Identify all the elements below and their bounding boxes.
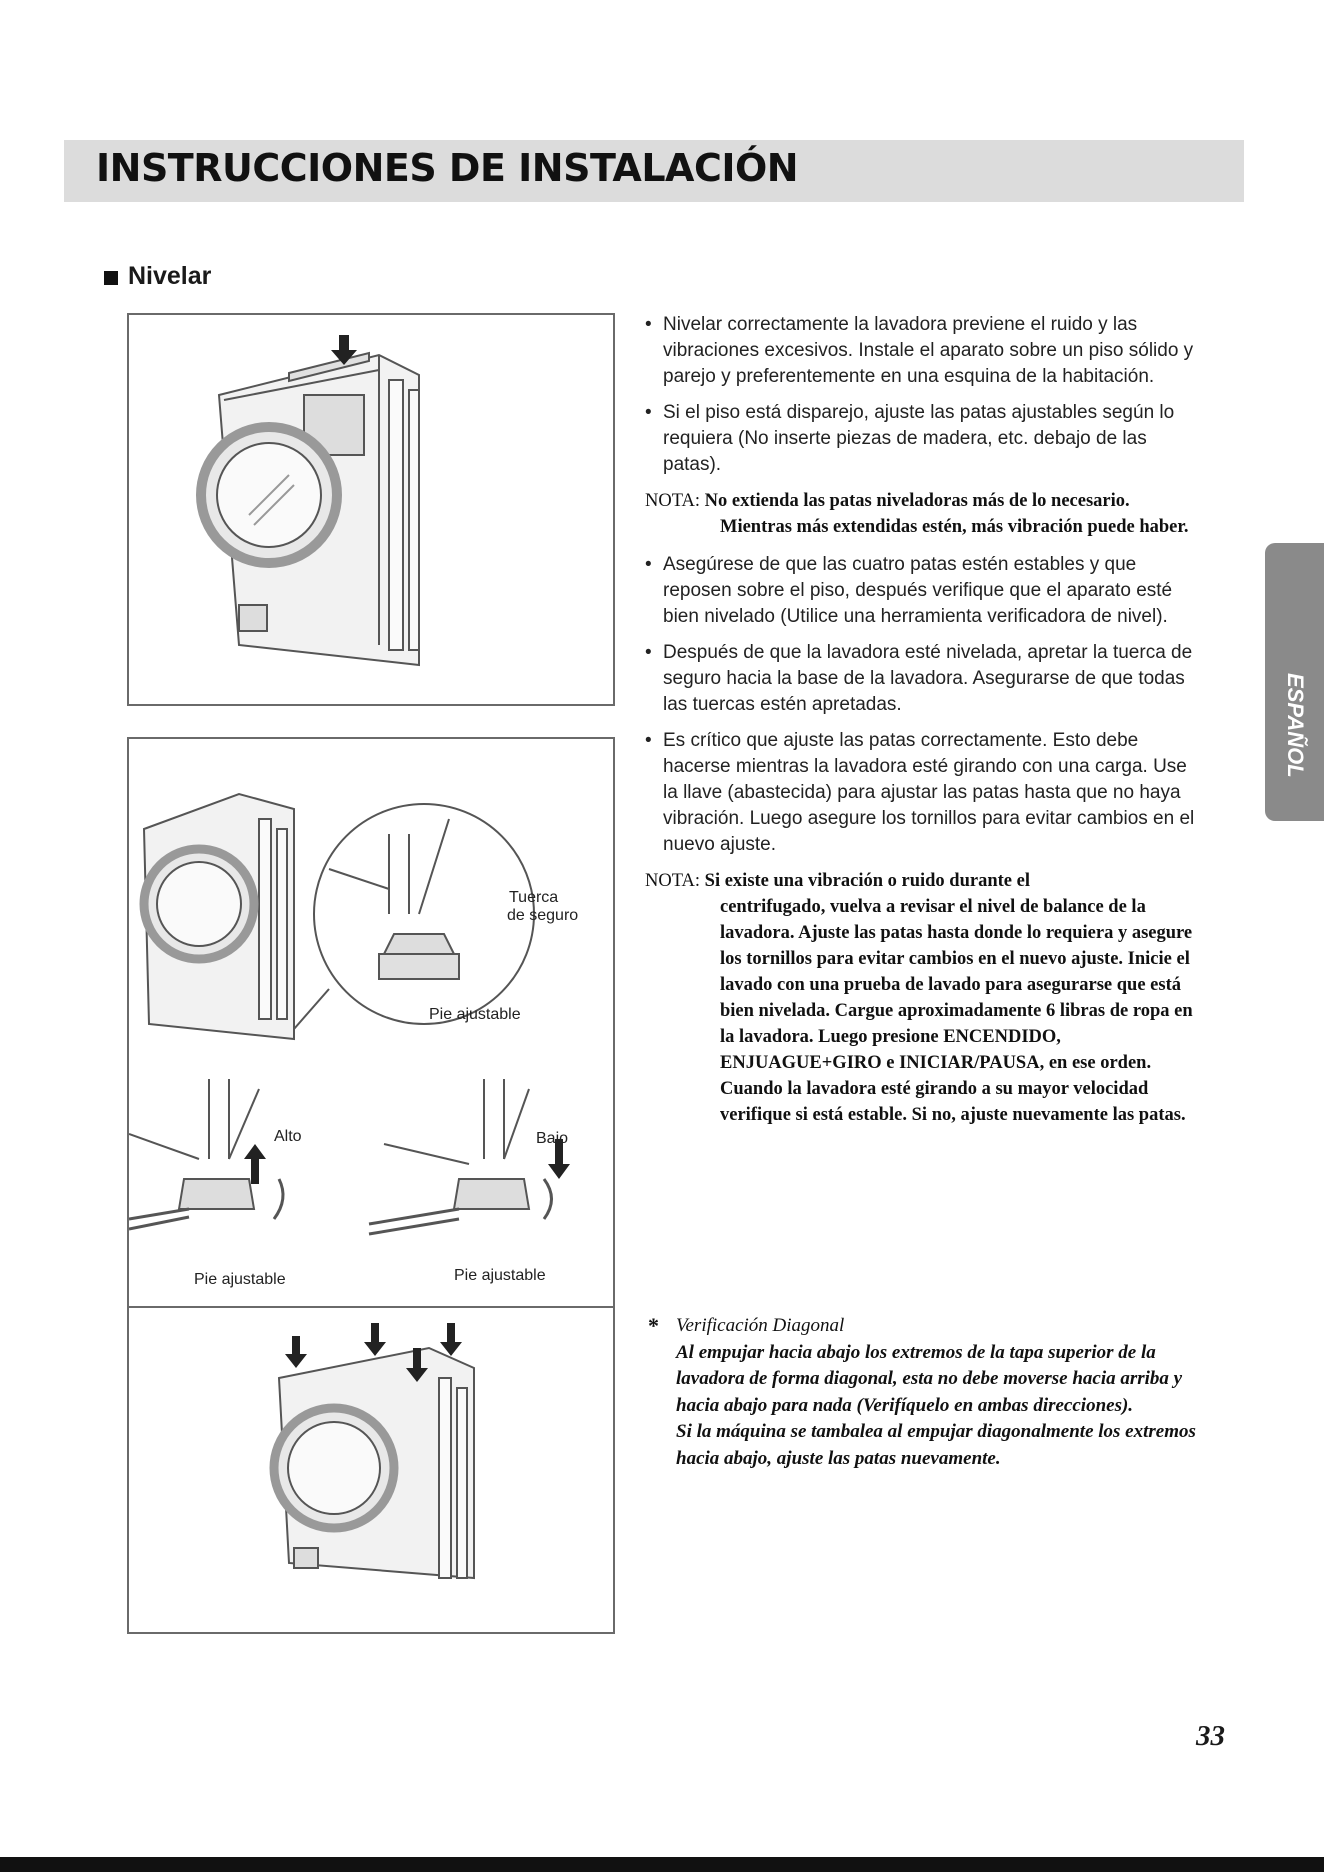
page-number: 33 [1196, 1720, 1225, 1752]
note-label: NOTA: [645, 871, 701, 891]
note-text: No extienda las patas niveladoras más de lo necesario. [704, 491, 1130, 511]
section-title: Nivelar [128, 262, 212, 290]
figure-adjustable-feet [127, 737, 615, 1310]
note-text: centrifugado, vuelva a revisar el nivel de balance de la lavadora. Ajuste las patas hasta donde lo requiera y asegure los tornillos para evitar cambios en el nuevo ajuste. Inicie el lavado con una prueba de lavado para asegurarse que está bien nivelada. Cargue aproximadamente 6 libras de ropa en la lavadora. Luego presione ENCENDIDO, ENJUAGUE+GIRO e INICIAR/PAUSA, en ese orden. Cuando la lavadora esté girando a su mayor velocidad verifique si está estable. Si no, ajuste nuevamente las patas. [720, 897, 1193, 1125]
label-de-seguro: de seguro [507, 907, 579, 924]
language-tab [1265, 543, 1324, 821]
figure-leveling-washer [127, 313, 615, 706]
diagonal-paragraph: Al empujar hacia abajo los extremos de la tapa superior de la lavadora de forma diagonal, esta no debe moverse hacia arriba y hacia abajo para nada (Verifíquelo en ambas direcciones). [676, 1341, 1183, 1416]
label-tuerca: Tuerca [509, 889, 559, 906]
note-label: NOTA: [645, 491, 701, 511]
bullet-paragraph: • Asegúrese de que las cuatro patas estén estables y que reposen sobre el piso, después verifique que el aparato esté bien nivelado (Utilice una herramienta verificadora de nivel). [645, 552, 1195, 630]
bullet-paragraph: • Es crítico que ajuste las patas correctamente. Esto debe hacerse mientras la lavadora esté girando con una carga. Use la llave (abastecida) para ajustar las patas hasta que no haya vibración. Luego asegure los tornillos para evitar cambios en el nuevo ajuste. [645, 728, 1195, 858]
note-text: Mientras más extendidas estén, más vibración puede haber. [720, 517, 1189, 537]
label-alto: Alto [274, 1128, 302, 1145]
page-title: INSTRUCCIONES DE INSTALACIÓN [96, 146, 799, 190]
asterisk-icon: * [648, 1313, 659, 1338]
instructions-column [645, 312, 1195, 1140]
language-tab-label: ESPAÑOL [1283, 673, 1308, 778]
label-bajo: Bajo [536, 1130, 569, 1147]
bullet-paragraph: • Si el piso está disparejo, ajuste las patas ajustables según lo requiera (No inserte piezas de madera, etc. debajo de las patas). [645, 400, 1195, 478]
diagonal-paragraph: Si la máquina se tambalea al empujar diagonalmente los extremos hacia abajo, ajuste las patas nuevamente. [676, 1421, 1196, 1469]
washer-illustration [129, 315, 613, 704]
bottom-rule [0, 1857, 1324, 1872]
diagonal-check-note [648, 1313, 1208, 1472]
section-bullet-icon [104, 271, 118, 285]
label-pie-ajustable-3: Pie ajustable [454, 1267, 546, 1284]
note-text: Si existe una vibración o ruido durante el [704, 871, 1030, 891]
note-2 [645, 868, 1195, 1128]
feet-adjustment-illustration [129, 739, 613, 1308]
label-pie-ajustable-2: Pie ajustable [194, 1271, 286, 1288]
label-pie-ajustable-1: Pie ajustable [429, 1006, 521, 1023]
bullet-paragraph: • Después de que la lavadora esté nivelada, apretar la tuerca de seguro hacia la base de la lavadora. Asegurarse de que todas las tuercas estén apretadas. [645, 640, 1195, 718]
diagonal-title: Verificación Diagonal [676, 1315, 845, 1336]
diagonal-check-illustration [129, 1308, 613, 1632]
figure-diagonal-check [127, 1306, 615, 1634]
down-arrow-icon [440, 1323, 462, 1356]
down-arrow-icon [364, 1323, 386, 1356]
note-1 [645, 488, 1195, 540]
bullet-paragraph: • Nivelar correctamente la lavadora previene el ruido y las vibraciones excesivos. Instale el aparato sobre un piso sólido y parejo y preferentemente en una esquina de la habitación. [645, 312, 1195, 390]
down-arrow-icon [285, 1336, 307, 1368]
